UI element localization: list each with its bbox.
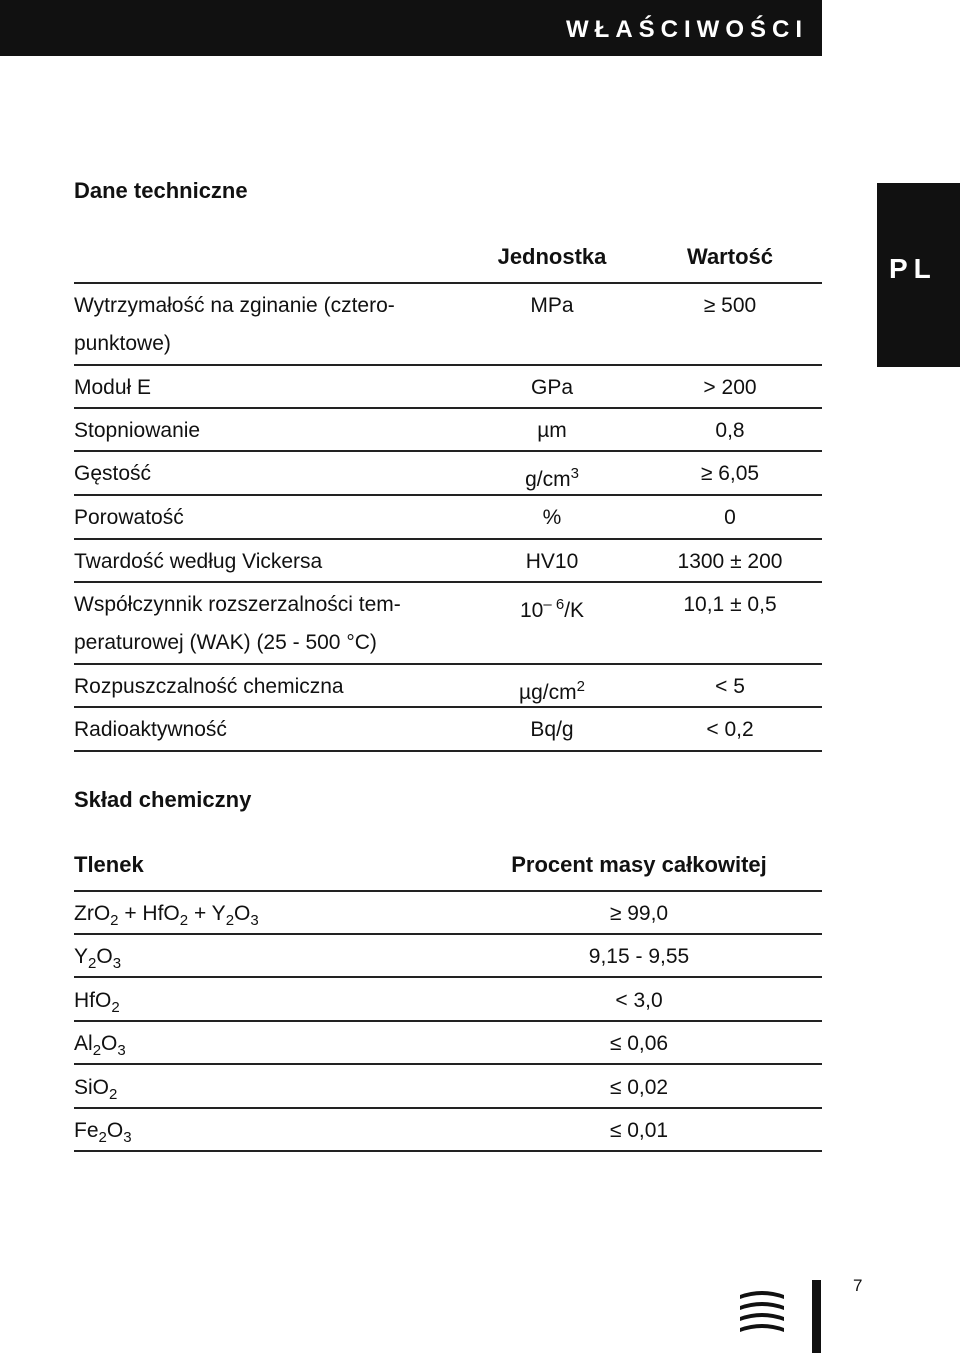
header-bar bbox=[0, 0, 822, 56]
oxide-formula: $Y_2O_3$ bbox=[74, 945, 122, 973]
table-row bbox=[74, 892, 822, 935]
property-value: < 0,2 bbox=[706, 718, 754, 741]
oxide-column-header: Tlenek bbox=[74, 852, 144, 877]
property-unit: $\mu g/cm^2$ bbox=[519, 678, 585, 704]
footer-divider bbox=[812, 1280, 821, 1353]
table-row bbox=[74, 1109, 822, 1152]
property-name: Współczynnik rozszerzalności tem- peraturowej (WAK) (25 - 500 °C) bbox=[74, 593, 401, 654]
table-row bbox=[74, 496, 822, 540]
technical-data-title: Dane techniczne bbox=[74, 178, 248, 203]
property-name: Gęstość bbox=[74, 462, 152, 485]
oxide-percent: 9,15 - 9,55 bbox=[588, 945, 690, 968]
table-row bbox=[74, 540, 822, 583]
table-row bbox=[74, 583, 822, 665]
oxide-formula: SiO$_2$ bbox=[74, 1076, 118, 1104]
property-value: ≥ 500 bbox=[703, 294, 757, 317]
oxide-formula: $ZrO_2 + HfO_2 + Y_2O_3$ bbox=[74, 902, 259, 930]
property-name: Porowatość bbox=[74, 506, 184, 529]
property-unit: MPa bbox=[530, 294, 574, 317]
oxide-formula: HfO$_2$ bbox=[74, 989, 120, 1017]
table-row bbox=[74, 979, 822, 1022]
oxide-formula: $Fe_2O_3$ bbox=[74, 1119, 132, 1147]
property-name: Twardość według Vickersa bbox=[74, 550, 323, 573]
property-value: 10,1 ± 0,5 bbox=[683, 593, 777, 616]
property-unit: Bq/g bbox=[530, 718, 574, 741]
unit-column-header: Jednostka bbox=[497, 244, 607, 269]
table-row bbox=[74, 1022, 822, 1065]
value-column-header: Wartość bbox=[687, 244, 773, 269]
table-row bbox=[74, 452, 822, 496]
property-value: 1300 ± 200 bbox=[677, 550, 783, 573]
table-row bbox=[74, 284, 822, 366]
table-row bbox=[74, 1066, 822, 1109]
language-tab bbox=[877, 183, 960, 367]
chemical-composition-title: Skład chemiczny bbox=[74, 787, 252, 812]
table-row bbox=[74, 935, 822, 978]
page-number: 7 bbox=[853, 1276, 863, 1295]
table-row bbox=[74, 366, 822, 409]
chemical-table-header bbox=[74, 852, 822, 892]
table-row bbox=[74, 665, 822, 708]
property-name: Radioaktywność bbox=[74, 718, 227, 741]
property-value: > 200 bbox=[703, 376, 757, 399]
table-row bbox=[74, 708, 822, 752]
table-row bbox=[74, 409, 822, 452]
property-name: Wytrzymałość na zginanie (cztero- punktowe) bbox=[74, 294, 395, 355]
header-title: WŁAŚCIWOŚCI bbox=[566, 16, 808, 43]
oxide-percent: ≤ 0,06 bbox=[609, 1032, 669, 1055]
property-unit: % bbox=[542, 506, 562, 529]
oxide-formula: $Al_2O_3$ bbox=[74, 1032, 126, 1060]
oxide-percent: ≥ 99,0 bbox=[609, 902, 669, 925]
property-name: Stopniowanie bbox=[74, 419, 201, 442]
property-value: ≥ 6,05 bbox=[700, 462, 760, 485]
property-unit: $g/cm^3$ bbox=[525, 465, 579, 491]
percent-column-header: Procent masy całkowitej bbox=[511, 852, 767, 877]
property-value: < 5 bbox=[715, 675, 745, 698]
property-unit: µm bbox=[537, 419, 567, 442]
oxide-percent: < 3,0 bbox=[615, 989, 663, 1012]
property-value: 0 bbox=[724, 506, 736, 529]
property-value: 0,8 bbox=[715, 419, 745, 442]
oxide-percent: ≤ 0,01 bbox=[609, 1119, 669, 1142]
property-name: Rozpuszczalność chemiczna bbox=[74, 675, 344, 698]
technical-table-header bbox=[74, 244, 822, 284]
language-tab-label: PL bbox=[889, 253, 937, 284]
property-unit: GPa bbox=[530, 376, 574, 399]
property-unit: HV10 bbox=[525, 550, 579, 573]
property-name: Moduł E bbox=[74, 376, 152, 399]
property-unit: $10^{- 6}/K$ bbox=[519, 596, 585, 622]
stacked-arcs-logo-icon bbox=[738, 1287, 786, 1335]
oxide-percent: ≤ 0,02 bbox=[609, 1076, 669, 1099]
